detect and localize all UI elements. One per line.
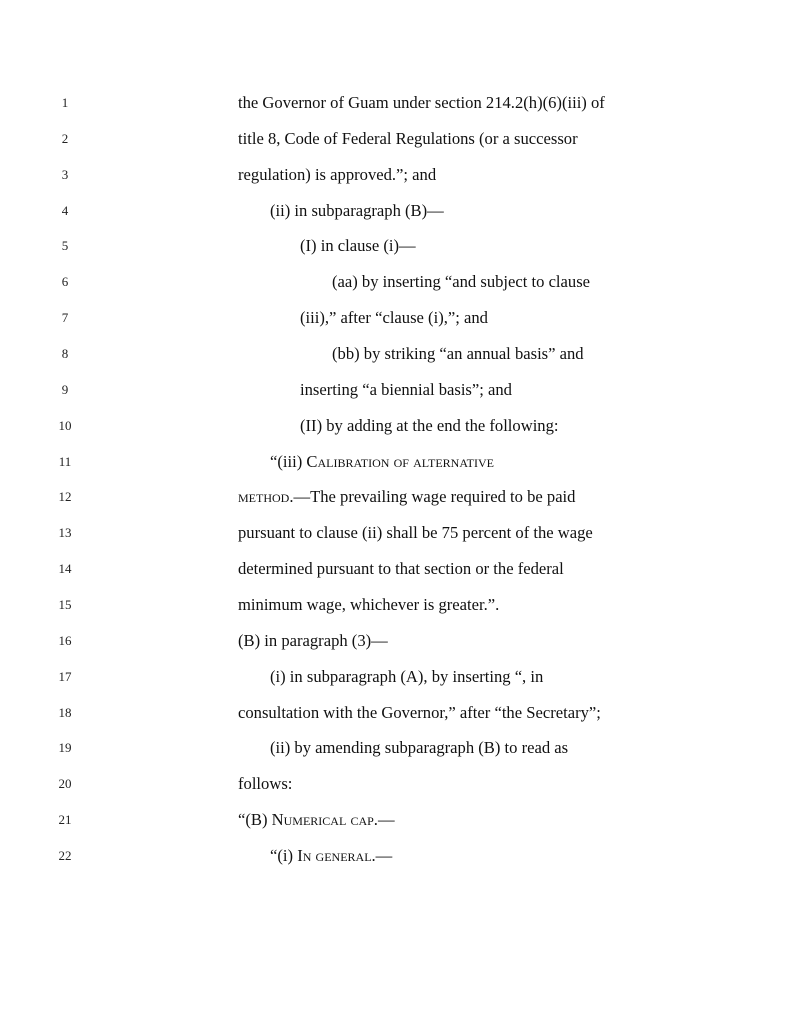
heading-small-caps: Calibration of alternative bbox=[306, 451, 494, 471]
line-text bbox=[238, 554, 564, 584]
line-body: consultation with the Governor,” after “the Secretary”; bbox=[238, 702, 601, 722]
line-body: follows: bbox=[238, 774, 293, 794]
line-body: (iii),” after “clause (i),”; and bbox=[300, 308, 488, 328]
document-line bbox=[0, 482, 791, 512]
line-body: (i) in subparagraph (A), by inserting “, in bbox=[270, 666, 544, 686]
document-line bbox=[0, 841, 791, 871]
line-number: 22 bbox=[58, 848, 72, 864]
line-text bbox=[238, 88, 605, 118]
line-number: 1 bbox=[61, 95, 69, 110]
document-line bbox=[0, 698, 791, 728]
line-text bbox=[238, 160, 436, 190]
line-number: 5 bbox=[61, 238, 69, 254]
line-number: 11 bbox=[58, 453, 72, 469]
document-line bbox=[0, 447, 791, 477]
line-body: (ii) in subparagraph (B)— bbox=[270, 200, 444, 220]
line-text bbox=[238, 590, 499, 620]
line-text bbox=[270, 196, 444, 226]
line-text bbox=[270, 662, 543, 692]
line-number: 8 bbox=[61, 346, 69, 362]
line-number: 16 bbox=[58, 632, 72, 648]
line-body: (I) in clause (i)— bbox=[300, 236, 416, 256]
line-number: 10 bbox=[58, 417, 72, 433]
line-text bbox=[270, 447, 494, 477]
line-prefix: “(i) bbox=[270, 846, 298, 866]
document-line bbox=[0, 196, 791, 226]
line-body: .—The prevailing wage required to be paid bbox=[289, 487, 576, 507]
line-body: determined pursuant to that section or the federal bbox=[238, 559, 564, 579]
line-text bbox=[332, 267, 590, 297]
line-text bbox=[238, 124, 578, 154]
line-number: 18 bbox=[58, 704, 72, 720]
line-number: 9 bbox=[61, 381, 69, 397]
line-number: 17 bbox=[58, 668, 72, 684]
line-number: 4 bbox=[61, 202, 69, 218]
line-body: regulation) is approved.”; and bbox=[238, 164, 437, 184]
line-body: inserting “a biennial basis”; and bbox=[300, 379, 512, 399]
line-number: 15 bbox=[58, 597, 72, 613]
line-body: the Governor of Guam under section 214.2(h)(6)(iii) of bbox=[238, 93, 605, 112]
heading-small-caps: In general bbox=[297, 846, 372, 866]
line-number: 6 bbox=[61, 274, 69, 290]
document-line bbox=[0, 733, 791, 763]
document-line bbox=[0, 303, 791, 333]
heading-small-caps: Numerical cap bbox=[271, 810, 374, 830]
document-line bbox=[0, 662, 791, 692]
document-line bbox=[0, 339, 791, 369]
document-line bbox=[0, 805, 791, 835]
line-body: (II) by adding at the end the following: bbox=[300, 415, 559, 435]
line-body: title 8, Code of Federal Regulations (or a successor bbox=[238, 128, 578, 148]
line-text bbox=[238, 518, 593, 548]
line-text bbox=[300, 231, 416, 261]
document-line bbox=[0, 267, 791, 297]
line-text bbox=[300, 375, 512, 405]
line-number: 7 bbox=[61, 310, 69, 326]
document-line bbox=[0, 160, 791, 190]
line-body: .— bbox=[373, 810, 395, 830]
line-text bbox=[238, 626, 388, 656]
line-text bbox=[300, 303, 488, 333]
line-number: 3 bbox=[61, 166, 69, 182]
document-line bbox=[0, 590, 791, 620]
line-body: .— bbox=[371, 846, 393, 866]
document-line bbox=[0, 769, 791, 799]
line-number: 20 bbox=[58, 776, 72, 792]
document-line bbox=[0, 518, 791, 548]
line-number: 2 bbox=[61, 130, 69, 146]
document-line bbox=[0, 626, 791, 656]
line-text bbox=[238, 805, 395, 835]
line-body: (bb) by striking “an annual basis” and bbox=[332, 344, 584, 364]
document-line bbox=[0, 411, 791, 441]
line-text bbox=[238, 769, 292, 799]
line-body: (aa) by inserting “and subject to clause bbox=[332, 272, 591, 292]
line-number: 13 bbox=[58, 525, 72, 541]
line-text bbox=[270, 733, 568, 763]
line-number: 14 bbox=[58, 561, 72, 577]
line-text bbox=[332, 339, 584, 369]
line-text bbox=[238, 698, 601, 728]
line-text bbox=[238, 482, 575, 512]
heading-small-caps: method bbox=[238, 487, 290, 507]
document-line bbox=[0, 231, 791, 261]
line-body: (B) in paragraph (3)— bbox=[238, 630, 388, 650]
line-text bbox=[270, 841, 392, 871]
document-line bbox=[0, 88, 791, 118]
line-body: pursuant to clause (ii) shall be 75 percent of the wage bbox=[238, 523, 593, 543]
document-line bbox=[0, 554, 791, 584]
line-text bbox=[300, 411, 559, 441]
document-line bbox=[0, 375, 791, 405]
line-body: (ii) by amending subparagraph (B) to read as bbox=[270, 738, 569, 758]
line-prefix: “(iii) bbox=[270, 451, 307, 471]
document-line bbox=[0, 124, 791, 154]
line-number: 21 bbox=[58, 812, 72, 828]
line-body: minimum wage, whichever is greater.”. bbox=[238, 595, 500, 615]
line-number: 19 bbox=[58, 740, 72, 756]
line-number: 12 bbox=[58, 489, 72, 505]
line-prefix: “(B) bbox=[238, 810, 272, 830]
